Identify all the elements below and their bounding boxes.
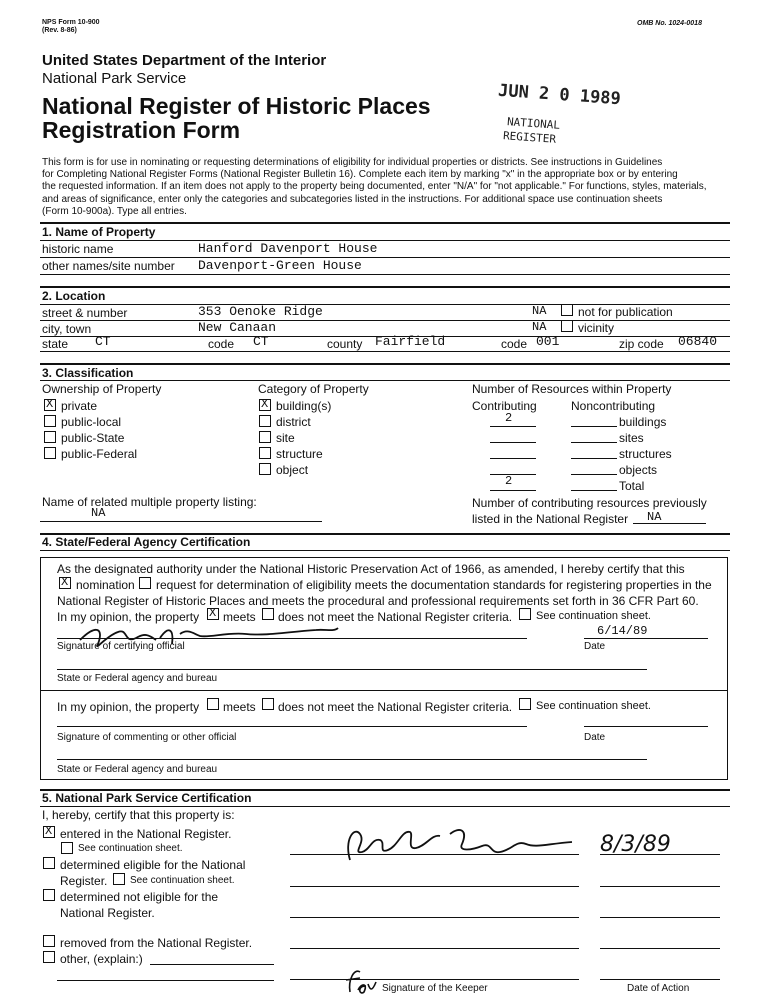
received-stamp-line1: NATIONAL bbox=[506, 115, 561, 132]
category-site-checkbox[interactable] bbox=[259, 431, 271, 443]
certifying-date-value[interactable]: 6/14/89 bbox=[597, 624, 648, 638]
contributing-objects-line bbox=[490, 474, 536, 475]
ownership-public-federal-checkbox[interactable] bbox=[44, 447, 56, 459]
noncontributing-total-line bbox=[571, 490, 617, 491]
divider bbox=[40, 320, 730, 321]
cert-paragraph-line3: National Register of Historic Places and meets the procedural and professional requirements set forth in 36 CFR Part 60. bbox=[57, 594, 699, 608]
keeper-signature-line-5 bbox=[290, 979, 579, 980]
nps-intro: I, hereby, certify that this property is: bbox=[42, 808, 235, 822]
date-of-action-label: Date of Action bbox=[627, 983, 690, 994]
vicinity-label: vicinity bbox=[578, 321, 615, 335]
street-value[interactable]: 353 Oenoke Ridge bbox=[198, 304, 323, 319]
determined-not-eligible-label: determined not eligible for the bbox=[60, 890, 219, 904]
removed-label: removed from the National Register. bbox=[60, 936, 253, 950]
contributing-total-line bbox=[490, 490, 536, 491]
commenting-continuation-label: See continuation sheet. bbox=[536, 700, 651, 712]
continuation-sheet-label: See continuation sheet. bbox=[536, 610, 651, 622]
agency-label: State or Federal agency and bureau bbox=[57, 673, 218, 684]
removed-checkbox[interactable] bbox=[43, 935, 55, 947]
resource-objects-label: objects bbox=[619, 463, 658, 477]
category-building-label: building(s) bbox=[276, 399, 332, 413]
cert-paragraph-line1: As the designated authority under the National Historic Preservation Act of 1966, as amended, I hereby certify that this bbox=[57, 562, 685, 576]
other-checkbox[interactable] bbox=[43, 951, 55, 963]
resource-total-label: Total bbox=[619, 479, 645, 493]
divider bbox=[40, 240, 730, 241]
section3-heading: 3. Classification bbox=[42, 366, 134, 380]
category-object-label: object bbox=[276, 463, 309, 477]
other-names-value[interactable]: Davenport-Green House bbox=[198, 258, 362, 273]
section-rule bbox=[40, 286, 730, 288]
street-label: street & number bbox=[42, 306, 128, 320]
other-names-label: other names/site number bbox=[42, 259, 175, 273]
entered-continuation-checkbox[interactable] bbox=[61, 842, 73, 854]
action-date-line-5 bbox=[600, 979, 720, 980]
not-for-publication-label: not for publication bbox=[578, 305, 673, 319]
section-rule bbox=[40, 363, 730, 365]
action-date-value[interactable]: 8/3/89 bbox=[600, 832, 671, 857]
previously-listed-value[interactable]: NA bbox=[647, 510, 662, 524]
state-code-label: code bbox=[208, 337, 235, 351]
form-subtitle: Registration Form bbox=[42, 117, 241, 143]
state-label: state bbox=[42, 337, 69, 351]
commenting-date-line bbox=[584, 726, 708, 727]
commenting-agency-line bbox=[57, 759, 647, 760]
ownership-title: Ownership of Property bbox=[42, 382, 162, 396]
previously-listed-label1: Number of contributing resources previously bbox=[472, 496, 707, 510]
county-value[interactable]: Fairfield bbox=[375, 334, 446, 349]
divider bbox=[40, 550, 730, 551]
divider bbox=[40, 806, 730, 807]
contributing-buildings-value[interactable]: 2 bbox=[505, 411, 513, 425]
divider bbox=[40, 690, 728, 691]
action-date-line-3 bbox=[600, 917, 720, 918]
not-for-publication-na: NA bbox=[532, 304, 547, 318]
form-title: National Register of Historic Places bbox=[42, 93, 431, 119]
resource-structures-label: structures bbox=[619, 447, 672, 461]
ownership-private-checkbox[interactable] bbox=[44, 399, 56, 411]
entered-continuation-label: See continuation sheet. bbox=[78, 843, 183, 854]
category-object-checkbox[interactable] bbox=[259, 463, 271, 475]
commenting-continuation-checkbox[interactable] bbox=[519, 698, 531, 710]
keeper-signature-line-2 bbox=[290, 886, 579, 887]
nomination-checkbox[interactable] bbox=[59, 577, 71, 589]
opinion-label: In my opinion, the property bbox=[57, 610, 200, 624]
commenting-does-not-meet-label: does not meet the National Register criteria. bbox=[278, 700, 513, 714]
ownership-public-local-label: public-local bbox=[61, 415, 122, 429]
city-value[interactable]: New Canaan bbox=[198, 320, 277, 335]
instructions-line: (Form 10-900a). Type all entries. bbox=[42, 205, 187, 217]
divider bbox=[40, 274, 730, 275]
category-site-label: site bbox=[276, 431, 295, 445]
keeper-signature-line-3 bbox=[290, 917, 579, 918]
vicinity-na: NA bbox=[532, 320, 547, 334]
commenting-agency-label: State or Federal agency and bureau bbox=[57, 764, 218, 775]
instructions-line: This form is for use in nominating or requesting determinations of eligibility for individual properties or districts. See instructions in Guidelines bbox=[42, 157, 663, 168]
category-structure-label: structure bbox=[276, 447, 323, 461]
category-structure-checkbox[interactable] bbox=[259, 447, 271, 459]
nomination-label: nomination bbox=[76, 578, 135, 592]
county-label: county bbox=[327, 337, 363, 351]
action-date-line-2 bbox=[600, 886, 720, 887]
determination-request-checkbox[interactable] bbox=[139, 577, 151, 589]
section-rule bbox=[40, 222, 730, 224]
determined-eligible-label: determined eligible for the National bbox=[60, 858, 246, 872]
divider bbox=[40, 257, 730, 258]
form-revision: (Rev. 8-86) bbox=[42, 27, 77, 34]
resource-buildings-label: buildings bbox=[619, 415, 667, 429]
determined-eligible-checkbox[interactable] bbox=[43, 857, 55, 869]
ownership-public-state-checkbox[interactable] bbox=[44, 431, 56, 443]
divider bbox=[40, 351, 730, 352]
category-district-checkbox[interactable] bbox=[259, 415, 271, 427]
agency-line bbox=[57, 669, 647, 670]
vicinity-checkbox[interactable] bbox=[561, 320, 573, 332]
instructions bbox=[42, 157, 742, 218]
contributing-sites-line bbox=[490, 442, 536, 443]
commenting-meets-label: meets bbox=[223, 700, 256, 714]
keeper-signature-line-4 bbox=[290, 948, 579, 949]
determined-not-eligible-checkbox[interactable] bbox=[43, 889, 55, 901]
service-name: National Park Service bbox=[42, 70, 187, 87]
historic-name-value[interactable]: Hanford Davenport House bbox=[198, 241, 378, 256]
instructions-line: for Completing National Register Forms (National Register Bulletin 16). Complete each item by marking "x" in the appropriate box or by entering bbox=[42, 169, 678, 181]
keeper-signature bbox=[340, 820, 580, 866]
does-not-meet-label: does not meet the National Register criteria. bbox=[278, 610, 513, 624]
determined-eligible-label2: Register. bbox=[60, 874, 108, 888]
related-listing-label: Name of related multiple property listing: bbox=[42, 495, 257, 509]
city-label: city, town bbox=[42, 322, 92, 336]
noncontributing-structures-line bbox=[571, 458, 617, 459]
ownership-public-local-checkbox[interactable] bbox=[44, 415, 56, 427]
determined-not-eligible-label2: National Register. bbox=[60, 906, 155, 920]
contributing-header: Contributing bbox=[472, 399, 537, 413]
for-initials bbox=[344, 964, 378, 996]
section1-heading: 1. Name of Property bbox=[42, 225, 156, 239]
commenting-signature-line bbox=[57, 726, 527, 727]
section4-heading: 4. State/Federal Agency Certification bbox=[42, 535, 251, 549]
section2-heading: 2. Location bbox=[42, 289, 106, 303]
historic-name-label: historic name bbox=[42, 242, 114, 256]
continuation-sheet-checkbox[interactable] bbox=[519, 608, 531, 620]
contributing-total-value[interactable]: 2 bbox=[505, 474, 513, 488]
instructions-line: and areas of significance, enter only the categories and subcategories listed in the instructions. For additional space use continuation sheets bbox=[42, 193, 663, 205]
divider bbox=[40, 380, 730, 381]
ownership-private-label: private bbox=[61, 399, 98, 413]
department-name: United States Department of the Interior bbox=[42, 52, 327, 69]
certifying-date-line bbox=[584, 638, 708, 639]
zip-value[interactable]: 06840 bbox=[678, 334, 718, 349]
keeper-signature-line-1 bbox=[290, 854, 579, 855]
entered-label: entered in the National Register. bbox=[60, 827, 232, 841]
instructions-line: the requested information. If an item does not apply to the property being documented, enter "N/A" for "not applicable." For functions, styles, materials, bbox=[42, 181, 707, 193]
contributing-structures-line bbox=[490, 458, 536, 459]
ownership-public-federal-label: public-Federal bbox=[61, 447, 138, 461]
omb-number: OMB No. 1024-0018 bbox=[637, 20, 702, 27]
action-date-line-4 bbox=[600, 948, 720, 949]
related-listing-line bbox=[40, 521, 322, 522]
category-title: Category of Property bbox=[258, 382, 369, 396]
commenting-does-not-meet-checkbox[interactable] bbox=[262, 698, 274, 710]
previously-listed-label2: listed in the National Register bbox=[472, 512, 629, 526]
form-number: NPS Form 10-900 bbox=[42, 19, 100, 26]
eligible-continuation-checkbox[interactable] bbox=[113, 873, 125, 885]
category-district-label: district bbox=[276, 415, 311, 429]
ownership-public-state-label: public-State bbox=[61, 431, 125, 445]
received-stamp-date: JUN 2 0 1989 bbox=[497, 80, 622, 110]
noncontributing-sites-line bbox=[571, 442, 617, 443]
commenting-opinion-label: In my opinion, the property bbox=[57, 700, 200, 714]
certifying-signature-label: Signature of certifying official bbox=[57, 641, 185, 652]
state-value[interactable]: CT bbox=[95, 334, 111, 349]
related-listing-value[interactable]: NA bbox=[91, 506, 106, 520]
county-code-value[interactable]: 001 bbox=[536, 334, 560, 349]
state-code-value[interactable]: CT bbox=[253, 334, 269, 349]
contributing-buildings-line bbox=[490, 426, 536, 427]
action-date-line-1 bbox=[600, 854, 720, 855]
category-building-checkbox[interactable] bbox=[259, 399, 271, 411]
commenting-signature-label: Signature of commenting or other official bbox=[57, 732, 237, 743]
previously-listed-line bbox=[633, 523, 706, 524]
section5-heading: 5. National Park Service Certification bbox=[42, 791, 252, 805]
certifying-signature-line bbox=[57, 638, 527, 639]
other-explain-line bbox=[150, 964, 274, 965]
zip-label: zip code bbox=[619, 337, 664, 351]
keeper-signature-label: Signature of the Keeper bbox=[382, 983, 488, 994]
noncontributing-objects-line bbox=[571, 474, 617, 475]
commenting-date-label: Date bbox=[584, 732, 606, 743]
meets-label: meets bbox=[223, 610, 256, 624]
noncontributing-buildings-line bbox=[571, 426, 617, 427]
county-code-label: code bbox=[501, 337, 528, 351]
resources-title: Number of Resources within Property bbox=[472, 382, 672, 396]
noncontributing-header: Noncontributing bbox=[571, 399, 656, 413]
eligible-continuation-label: See continuation sheet. bbox=[130, 875, 235, 886]
cert-paragraph-line2: request for determination of eligibility meets the documentation standards for registering properties in the bbox=[156, 578, 712, 592]
entered-checkbox[interactable] bbox=[43, 826, 55, 838]
certifying-date-label: Date bbox=[584, 641, 606, 652]
other-explain-line2 bbox=[57, 980, 274, 981]
received-stamp-line2: REGISTER bbox=[502, 129, 557, 146]
not-for-publication-checkbox[interactable] bbox=[561, 304, 573, 316]
commenting-meets-checkbox[interactable] bbox=[207, 698, 219, 710]
other-label: other, (explain:) bbox=[60, 952, 143, 966]
resource-sites-label: sites bbox=[619, 431, 644, 445]
